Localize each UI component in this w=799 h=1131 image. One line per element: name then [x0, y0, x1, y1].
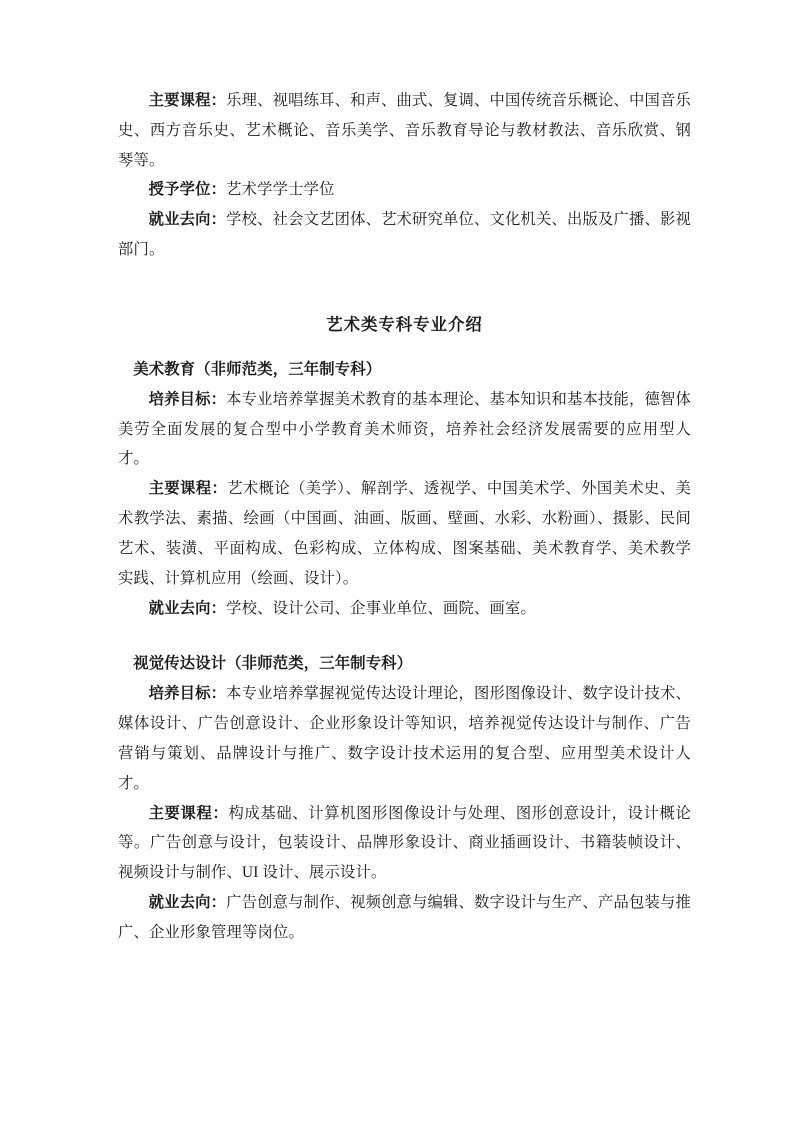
- paragraph-text: 本专业培养掌握美术教育的基本理论、基本知识和基本技能，德智体美劳全面发展的复合型中小学教育美术师资，培养社会经济发展需要的应用型人才。: [118, 390, 692, 468]
- paragraph-text: 艺术学学士学位: [226, 181, 335, 199]
- paragraph-degree-awarded-music: [118, 175, 691, 205]
- paragraph-label: 培养目标：: [148, 390, 227, 408]
- spacer: [118, 265, 691, 309]
- paragraph-text: 构成基础、计算机图形图像设计与处理、图形创意设计，设计概论等。广告创意与设计，包装设计、品牌形象设计、商业插画设计、书籍装帧设计、视频设计与制作、UI 设计、展示设计。: [118, 804, 691, 882]
- paragraph-text: 学校、设计公司、企事业单位、画院、画室。: [226, 599, 537, 617]
- visual-design-employment-direction: [118, 888, 691, 948]
- fine-arts-training-objective: [118, 385, 691, 474]
- paragraph-text: 学校、社会文艺团体、艺术研究单位、文化机关、出版及广播、影视部门。: [118, 211, 692, 259]
- visual-design-training-objective: [118, 679, 691, 798]
- spacer: [118, 341, 691, 355]
- paragraph-employment-music: [118, 205, 691, 265]
- paragraph-text: 乐理、视唱练耳、和声、曲式、复调、中国传统音乐概论、中国音乐史、西方音乐史、艺术概论、音乐美学、音乐教育导论与教材教法、音乐欣赏、钢琴等。: [118, 92, 692, 169]
- paragraph-label: 主要课程：: [148, 92, 227, 109]
- visual-design-main-courses: [118, 799, 691, 888]
- paragraph-label: 主要课程：: [148, 480, 228, 498]
- paragraph-label: 就业去向：: [148, 894, 227, 912]
- major-heading-fine-arts-education: 美术教育（非师范类，三年制专科）: [133, 360, 382, 378]
- paragraph-label: 主要课程：: [148, 804, 229, 822]
- paragraph-text: 艺术概论（美学）、解剖学、透视学、中国美术学、外国美术史、美术教学法、素描、绘画（中国画、油画、版画、壁画、水彩、水粉画）、摄影、民间艺术、装潢、平面构成、色彩构成、立体构成、图案基础、美术教育学、美术教学实践、计算机应用（绘画、设计）。: [118, 480, 691, 587]
- spacer: [118, 623, 691, 649]
- paragraph-main-courses-music: [118, 86, 691, 175]
- fine-arts-employment-direction: [118, 594, 691, 624]
- paragraph-label: 就业去向：: [148, 211, 227, 229]
- paragraph-label: 就业去向：: [148, 599, 227, 617]
- paragraph-label: 培养目标：: [148, 685, 227, 703]
- section-title: 艺术类专科专业介绍: [326, 314, 483, 334]
- document-body: [118, 86, 691, 948]
- paragraph-label: 授予学位：: [148, 181, 227, 199]
- paragraph-text: 本专业培养掌握视觉传达设计理论，图形图像设计、数字设计技术、媒体设计、广告创意设计、企业形象设计等知识，培养视觉传达设计与制作、广告营销与策划、品牌设计与推广、数字设计技术运用的复合型、应用型美术设计人才。: [118, 685, 692, 792]
- paragraph-text: 广告创意与制作、视频创意与编辑、数字设计与生产、产品包装与推广、企业形象管理等岗位。: [118, 894, 692, 941]
- major-heading-visual-communication-design: 视觉传达设计（非师范类，三年制专科）: [133, 655, 413, 673]
- fine-arts-main-courses: [118, 474, 691, 593]
